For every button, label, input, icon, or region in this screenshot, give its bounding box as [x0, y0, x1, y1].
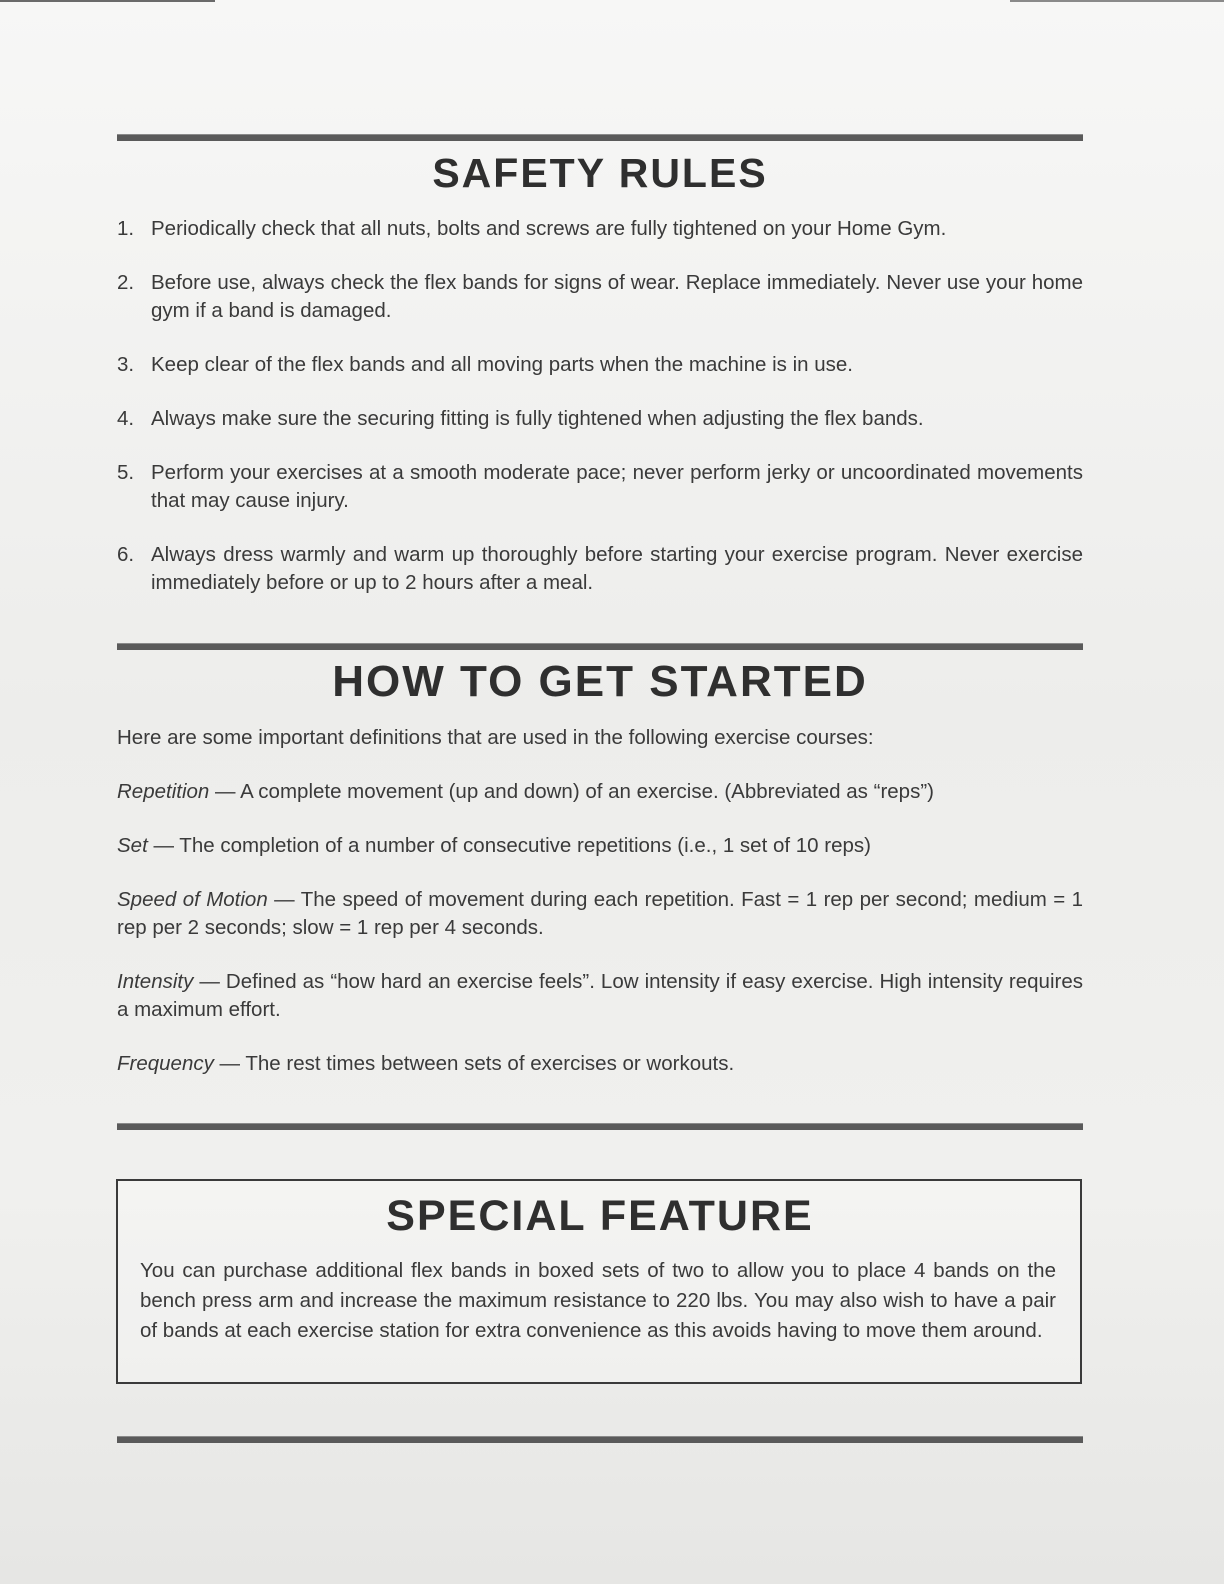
definitions-block [117, 724, 1083, 1104]
special-feature-text: You can purchase additional flex bands in boxed sets of two to allow you to place 4 bands on the bench press arm and increase the maximum resistance to 220 lbs. You may also wish to have a pair of bands at each exercise station for extra convenience as this avoids having to move them around. [140, 1259, 1056, 1342]
bottom-rule [117, 1436, 1083, 1443]
list-item: 2. Before use, always check the flex bands for signs of wear. Replace immediately. Never use your home gym if a band is damaged. [117, 271, 1083, 322]
list-item: 4. Always make sure the securing fitting is fully tightened when adjusting the flex bands. [117, 407, 924, 430]
top-edge-mark-right [1010, 0, 1224, 2]
definition-speed-of-motion: Speed of Motion — The speed of movement during each repetition. Fast = 1 rep per second; medium = 1 rep per 2 seconds; slow = 1 rep per 4 seconds. [117, 888, 1084, 939]
section-rule-special-feature [117, 1123, 1083, 1130]
list-item: 1. Periodically check that all nuts, bolts and screws are fully tightened on your Home Gym. [117, 217, 947, 240]
top-edge-mark-left [0, 0, 215, 2]
special-feature-heading: SPECIAL FEATURE [386, 1192, 814, 1240]
definition-set: Set — The completion of a number of consecutive repetitions (i.e., 1 set of 10 reps) [117, 834, 871, 857]
definitions-intro: Here are some important definitions that are used in the following exercise courses: [117, 726, 874, 749]
safety-rules-list [117, 215, 1083, 623]
list-item: 6. Always dress warmly and warm up thoroughly before starting your exercise program. Never exercise immediately before or up to 2 hours after a meal. [117, 543, 1083, 594]
definition-frequency: Frequency — The rest times between sets of exercises or workouts. [117, 1052, 735, 1075]
list-item: 3. Keep clear of the flex bands and all moving parts when the machine is in use. [117, 353, 853, 376]
safety-rules-heading: SAFETY RULES [432, 150, 768, 196]
section-rule-safety [117, 134, 1083, 141]
definition-intensity: Intensity — Defined as “how hard an exercise feels”. Low intensity if easy exercise. High intensity requires a maximum effort. [117, 970, 1083, 1021]
get-started-heading: HOW TO GET STARTED [332, 657, 868, 706]
section-rule-get-started [117, 643, 1083, 650]
definition-repetition: Repetition — A complete movement (up and down) of an exercise. (Abbreviated as “reps”) [117, 780, 934, 803]
list-item: 5. Perform your exercises at a smooth moderate pace; never perform jerky or uncoordinated movements that may cause injury. [117, 461, 1083, 512]
